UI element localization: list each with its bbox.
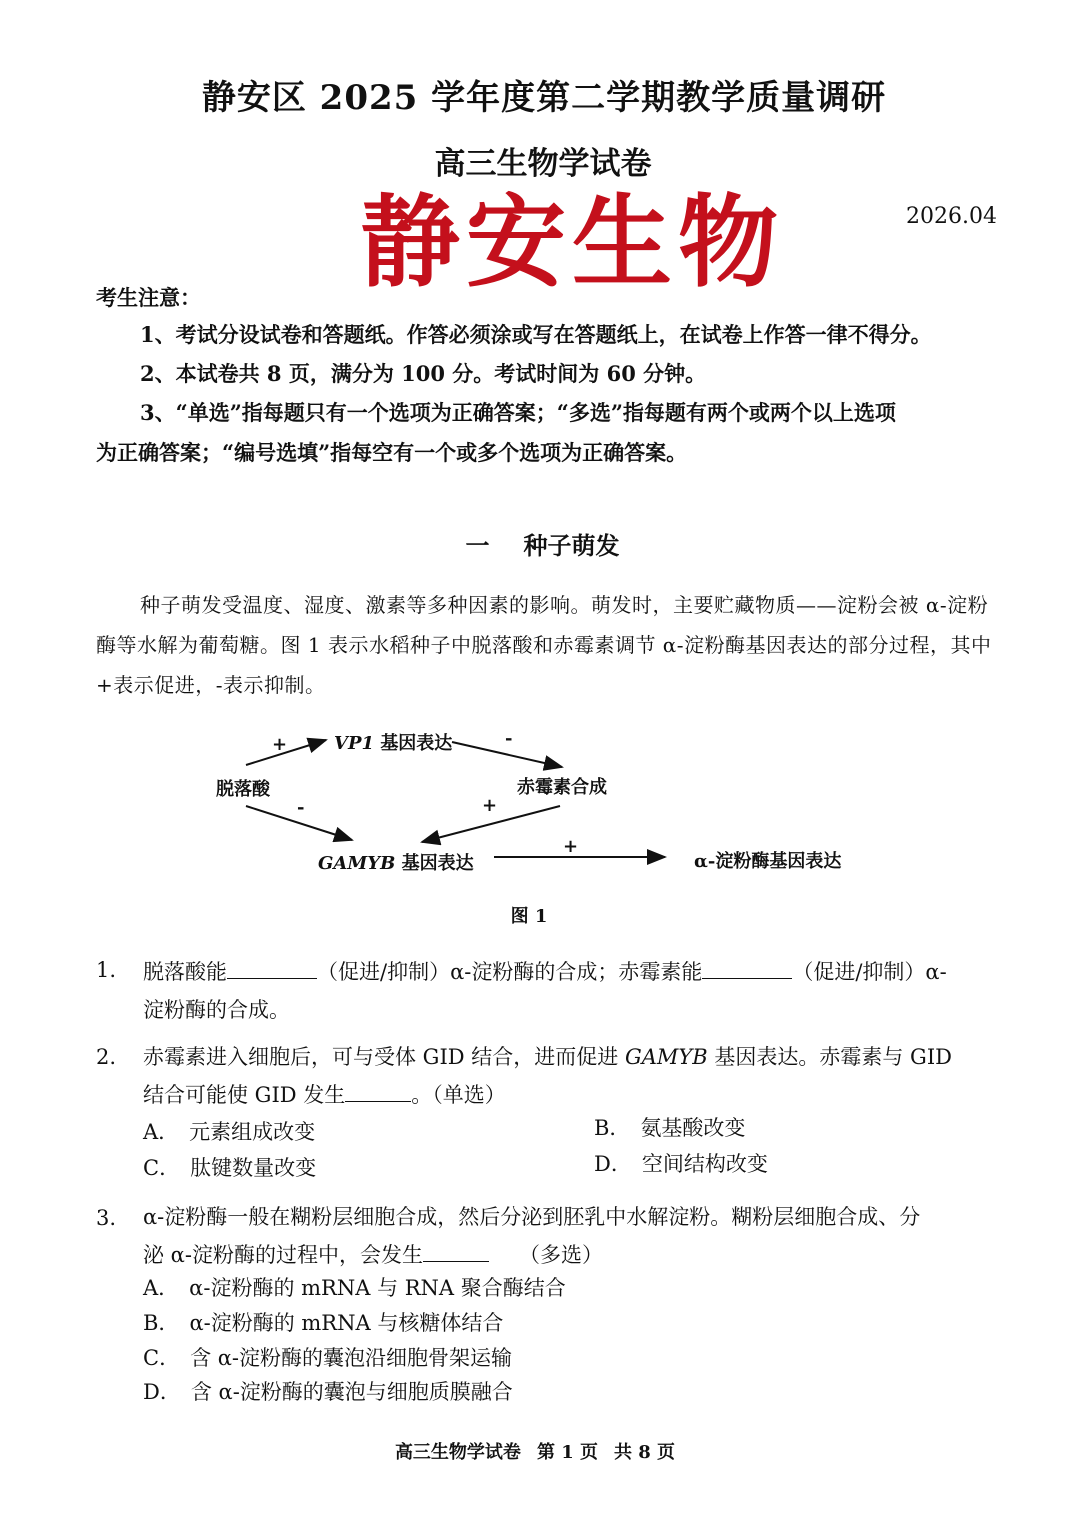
figure-caption: 图 1 (510, 906, 548, 927)
q1-blank-1[interactable] (227, 960, 317, 979)
q3-option-c-letter: C． (143, 1346, 181, 1370)
question-1-number: 1. (96, 958, 117, 982)
node-amylase-expression: α-淀粉酶基因表达 (694, 851, 842, 872)
q2-option-b[interactable] (594, 1112, 745, 1142)
q1-part1: 脱落酸能 (143, 960, 227, 984)
q2-option-b-text: 氨基酸改变 (640, 1116, 746, 1140)
q2-blank[interactable] (345, 1083, 411, 1102)
q3-option-d-text: 含 α-淀粉酶的囊泡与细胞质膜融合 (190, 1380, 513, 1404)
q1-blank-2[interactable] (702, 960, 792, 979)
q3-option-b-text: α-淀粉酶的 mRNA 与核糖体结合 (189, 1311, 504, 1335)
question-2-text (143, 1038, 993, 1114)
sign-aba-gamyb: - (297, 797, 305, 818)
q2-option-a-letter: A． (143, 1120, 180, 1144)
q2-option-d-text: 空间结构改变 (641, 1152, 768, 1176)
q3-line2-b: （多选） (518, 1243, 603, 1267)
notice-item-3: 3、“单选”指每题只有一个选项为正确答案；“多选”指每题有两个或两个以上选项 (140, 400, 896, 425)
notice-item-2: 2、本试卷共 8 页，满分为 100 分。考试时间为 60 分钟。 (140, 361, 707, 386)
section-title: 种子萌发 (523, 531, 620, 560)
q2-option-a[interactable] (143, 1116, 315, 1146)
q2-line2-b: 。（单选） (411, 1083, 506, 1107)
question-2-number: 2. (96, 1045, 117, 1069)
q2-line1-b: 基因表达。赤霉素与 GID (707, 1045, 952, 1069)
q3-line1: α-淀粉酶一般在糊粉层细胞合成，然后分泌到胚乳中水解淀粉。糊粉层细胞合成、分 (143, 1205, 921, 1229)
q2-option-c-text: 肽键数量改变 (190, 1156, 317, 1180)
node-gamyb-expression (318, 849, 474, 875)
q2-option-d-letter: D． (594, 1152, 632, 1176)
footer-total-pages: 共 8 页 (614, 1442, 676, 1463)
gamyb-gene-name: GAMYB (318, 853, 396, 874)
q3-option-a[interactable] (143, 1272, 566, 1302)
question-3-number: 3. (96, 1206, 117, 1230)
q2-option-d[interactable] (594, 1148, 768, 1178)
q3-option-b[interactable] (143, 1307, 503, 1337)
q3-option-a-text: α-淀粉酶的 mRNA 与 RNA 聚合酶结合 (189, 1276, 566, 1300)
gamyb-suffix: 基因表达 (395, 853, 474, 874)
q2-option-c[interactable] (143, 1152, 316, 1182)
q2-option-b-letter: B． (594, 1116, 631, 1140)
sign-ga-gamyb: + (482, 795, 498, 816)
exam-title: 静安区 2025 学年度第二学期教学质量调研 (201, 78, 887, 118)
q3-option-b-letter: B． (143, 1311, 180, 1335)
q2-option-a-text: 元素组成改变 (189, 1120, 316, 1144)
q2-line2-a: 结合可能使 GID 发生 (143, 1083, 346, 1107)
q3-blank[interactable] (423, 1243, 489, 1262)
node-gibberellin-synthesis: 赤霉素合成 (517, 777, 607, 798)
q3-option-a-letter: A． (143, 1276, 180, 1300)
q3-option-c[interactable] (143, 1342, 512, 1372)
node-abscisic-acid: 脱落酸 (216, 779, 270, 800)
q3-option-c-text: 含 α-淀粉酶的囊泡沿细胞骨架运输 (190, 1346, 513, 1370)
exam-subtitle: 高三生物学试卷 (434, 146, 652, 182)
q2-option-c-letter: C． (143, 1156, 181, 1180)
sign-aba-vp1: + (272, 734, 288, 755)
vp1-gene-name: VP1 (334, 733, 375, 754)
footer-page-number: 第 1 页 (536, 1442, 598, 1463)
exam-date: 2026.04 (906, 204, 997, 229)
section-number: 一 (465, 531, 490, 560)
q3-line2-a: 泌 α-淀粉酶的过程中，会发生 (143, 1243, 423, 1267)
footer-exam-name: 高三生物学试卷 (394, 1442, 521, 1463)
q3-option-d[interactable] (143, 1376, 513, 1406)
q1-part4: 淀粉酶的合成。 (143, 998, 290, 1022)
sign-gamyb-amylase: + (563, 836, 579, 857)
intro-paragraph: 种子萌发受温度、湿度、激素等多种因素的影响。萌发时，主要贮藏物质——淀粉会被 α-淀粉酶等水解为葡萄糖。图 1 表示水稻种子中脱落酸和赤霉素调节 α-淀粉酶基因表达的部分过程，其中+表示促进，-表示抑制。 (96, 593, 992, 697)
q1-part3: （促进/抑制）α- (792, 960, 947, 984)
question-3-text (143, 1198, 993, 1274)
q2-line1-a: 赤霉素进入细胞后，可与受体 GID 结合，进而促进 (143, 1045, 625, 1069)
node-vp1-expression (334, 729, 452, 755)
question-1-text (143, 953, 993, 1029)
notice-item-1: 1、考试分设试卷和答题纸。作答必须涂或写在答题纸上，在试卷上作答一律不得分。 (140, 322, 932, 347)
sign-vp1-ga: - (505, 728, 513, 749)
page-footer (0, 1438, 1070, 1464)
q1-part2: （促进/抑制）α-淀粉酶的合成；赤霉素能 (317, 960, 703, 984)
vp1-suffix: 基因表达 (380, 733, 453, 754)
notice-item-3-continued: 为正确答案；“编号选填”指每空有一个或多个选项为正确答案。 (96, 440, 688, 465)
notice-label: 考生注意： (96, 285, 201, 310)
q3-option-d-letter: D． (143, 1380, 181, 1404)
watermark-stamp: 静安生物 (360, 184, 784, 301)
q2-gene: GAMYB (624, 1045, 708, 1069)
